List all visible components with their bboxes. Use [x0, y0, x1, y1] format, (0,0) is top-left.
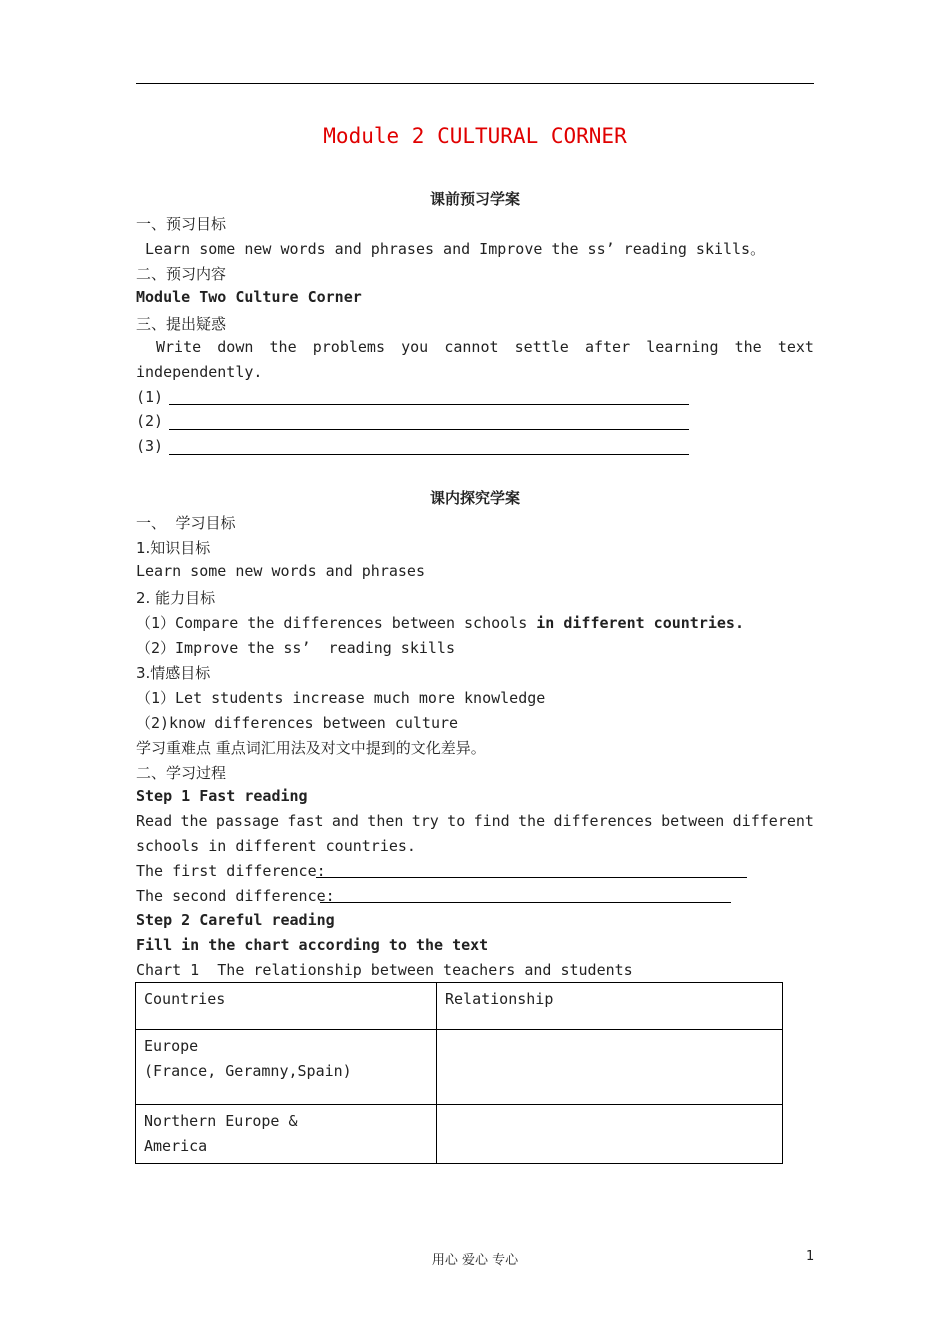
step-1-instruction: Read the passage fast and then try to find the differences between different: [136, 812, 814, 830]
step-2-title: Step 2 Careful reading: [136, 911, 335, 929]
emotion-goal-2: （2)know differences between culture: [136, 714, 459, 732]
relationship-cell[interactable]: [437, 1105, 783, 1164]
question-3-blank[interactable]: [169, 454, 689, 455]
relationship-cell[interactable]: [437, 1030, 783, 1105]
question-3-label: (3): [136, 437, 164, 455]
page-number: 1: [806, 1249, 815, 1264]
preview-content-title: 二、预习内容: [136, 265, 227, 283]
first-difference-blank[interactable]: [316, 877, 747, 878]
table-row: [136, 1105, 783, 1164]
emotion-goal-title: 3.情感目标: [136, 664, 211, 682]
table-row: [136, 1030, 783, 1105]
ability-goal-2: （2）Improve the ss’ reading skills: [136, 639, 455, 657]
chart-caption: Chart 1 The relationship between teachers and students: [136, 961, 633, 979]
preview-goal-text: Learn some new words and phrases and Improve the ss’ reading skills。: [136, 240, 766, 258]
questions-instruction-cont: independently.: [136, 363, 263, 381]
question-1-label: (1): [136, 388, 164, 406]
document-title: Module 2 CULTURAL CORNER: [323, 124, 627, 148]
step-1-title: Step 1 Fast reading: [136, 787, 308, 805]
header-rule: [136, 83, 814, 84]
knowledge-goal-text: Learn some new words and phrases: [136, 562, 425, 580]
second-difference-label: The second difference:: [136, 887, 335, 905]
preview-content-text: Module Two Culture Corner: [136, 288, 362, 306]
table-header-row: [136, 983, 783, 1030]
country-cell: Europe (France, Geramny,Spain): [136, 1030, 437, 1105]
question-2-label: (2): [136, 412, 164, 430]
footer-text: 用心 爱心 专心: [431, 1253, 519, 1268]
first-difference-label: The first difference:: [136, 862, 326, 880]
preview-goal-title: 一、预习目标: [136, 215, 227, 233]
knowledge-goal-title: 1.知识目标: [136, 539, 211, 557]
ability-goal-1: （1）Compare the differences between schools in different countries.: [136, 614, 744, 632]
country-cell: Northern Europe & America: [136, 1105, 437, 1164]
second-difference-blank[interactable]: [320, 902, 731, 903]
fill-instruction: Fill in the chart according to the text: [136, 936, 489, 954]
key-points: 学习重难点 重点词汇用法及对文中提到的文化差异。: [136, 739, 486, 757]
questions-instruction: Write down the problems you cannot settle after learning the text: [156, 338, 814, 356]
goals-title: 一、 学习目标: [136, 514, 236, 532]
inclass-heading: 课内探究学案: [429, 489, 520, 507]
question-2-blank[interactable]: [169, 429, 689, 430]
ability-goal-title: 2. 能力目标: [136, 589, 216, 607]
preview-heading: 课前预习学案: [429, 190, 520, 208]
process-title: 二、学习过程: [136, 764, 227, 782]
header-relationship: Relationship: [437, 983, 783, 1030]
relationship-table: [135, 982, 783, 1164]
question-1-blank[interactable]: [169, 404, 689, 405]
step-1-instruction-cont: schools in different countries.: [136, 837, 416, 855]
emotion-goal-1: （1）Let students increase much more knowledge: [136, 689, 546, 707]
header-countries: Countries: [136, 983, 437, 1030]
questions-title: 三、提出疑惑: [136, 315, 227, 333]
